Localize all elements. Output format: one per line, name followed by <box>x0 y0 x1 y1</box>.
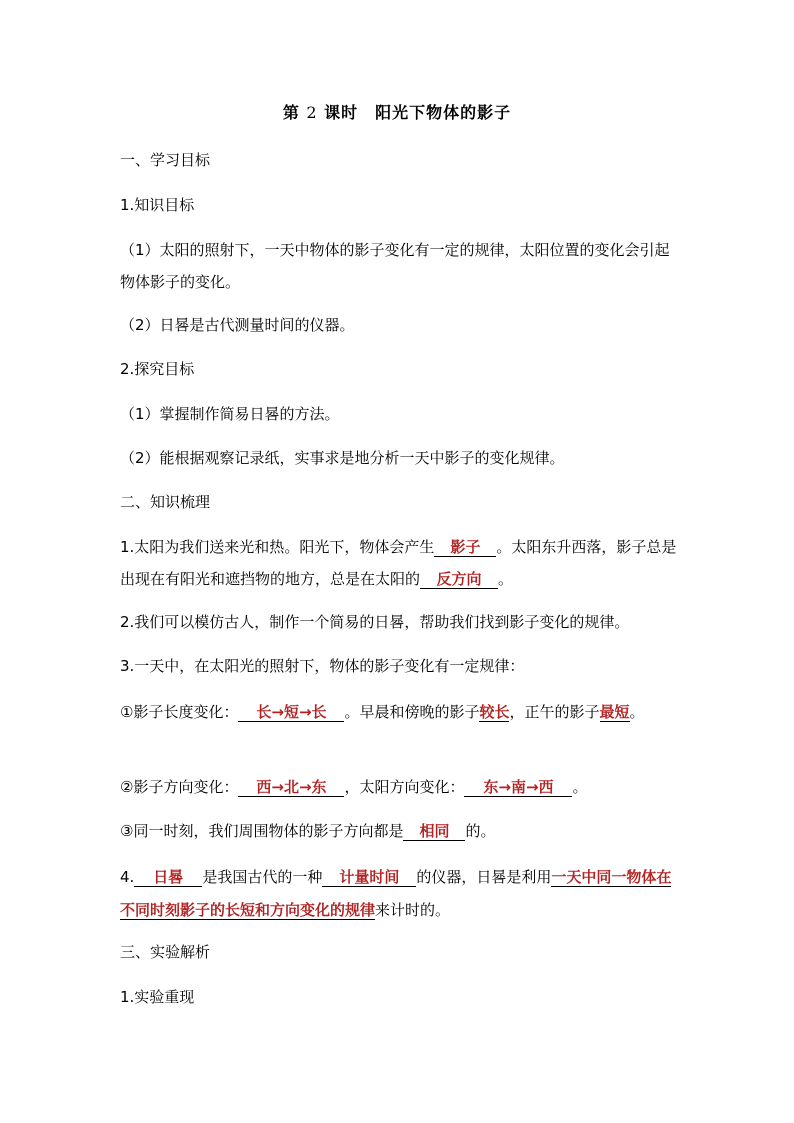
k4-answer-2: 计量时间 <box>322 868 416 887</box>
inquiry-goal-1: （1）掌握制作简易日晷的方法。 <box>120 405 340 423</box>
k3a-answer-3: 最短 <box>599 703 630 721</box>
subsection-inquiry-goals: 2.探究目标 <box>120 360 195 378</box>
knowledge-item-3b <box>120 771 680 804</box>
knowledge-goal-2: （2）日晷是古代测量时间的仪器。 <box>120 316 355 334</box>
lesson-title <box>0 100 794 123</box>
k4-number: 4. <box>120 868 135 886</box>
knowledge-item-2: 2.我们可以模仿古人，制作一个简易的日晷，帮助我们找到影子变化的规律。 <box>120 613 630 631</box>
subsection-experiment-reproduction: 1.实验重现 <box>120 988 195 1006</box>
k4-answer-1: 日晷 <box>134 868 202 887</box>
k3c-answer-1: 相同 <box>403 822 465 841</box>
section-heading-3: 三、实验解析 <box>120 943 211 961</box>
title-number: 2 <box>306 103 318 122</box>
k3b-text-3: 。 <box>572 778 588 796</box>
inquiry-goal-2: （2）能根据观察记录纸，实事求是地分析一天中影子的变化规律。 <box>120 449 565 467</box>
section-heading-1: 一、学习目标 <box>120 151 211 169</box>
k1-text-3: 。 <box>498 570 514 588</box>
k3a-answer-1: 长→短→长 <box>238 703 344 722</box>
title-text: 课时 阳光下物体的影子 <box>324 103 512 122</box>
subsection-knowledge-goals: 1.知识目标 <box>120 196 195 214</box>
section-heading-2: 二、知识梳理 <box>120 493 211 511</box>
k3a-text-3: ，正午的影子 <box>509 703 600 721</box>
k1-answer-1: 影子 <box>434 538 496 557</box>
k4-answer-3: 一天中同一物体在不同时刻影子的长短和方向变化的规律 <box>120 868 672 919</box>
k1-answer-2: 反方向 <box>420 570 498 589</box>
k3c-text-2: 的。 <box>465 822 496 840</box>
knowledge-item-3: 3.一天中，在太阳光的照射下，物体的影子变化有一定规律： <box>120 657 525 675</box>
k3b-answer-2: 东→南→西 <box>464 778 572 797</box>
knowledge-item-3a <box>120 696 680 729</box>
k3b-text-2: ，太阳方向变化： <box>344 778 465 796</box>
knowledge-goal-1: （1）太阳的照射下，一天中物体的影子变化有一定的规律，太阳位置的变化会引起物体影子的变化。 <box>120 241 670 291</box>
k3a-text-4: 。 <box>629 703 645 721</box>
k3a-text-2: 。早晨和傍晚的影子 <box>344 703 480 721</box>
title-prefix: 第 <box>282 103 300 122</box>
k3b-text-1: ②影子方向变化： <box>120 778 239 796</box>
k3a-text-1: ①影子长度变化： <box>120 703 239 721</box>
k4-text-2: 的仪器，日晷是利用 <box>416 868 552 886</box>
k1-text-2: 。太阳东升西落，影子总是出现在有阳光和遮挡物的地方，总是在太阳的 <box>120 538 677 588</box>
k4-text-1: 是我国古代的一种 <box>202 868 323 886</box>
k3b-answer-1: 西→北→东 <box>238 778 344 797</box>
k3c-text-1: ③同一时刻，我们周围物体的影子方向都是 <box>120 822 404 840</box>
k3a-answer-2: 较长 <box>479 703 510 721</box>
knowledge-item-4 <box>120 861 680 927</box>
k4-text-3: 来计时的。 <box>375 901 451 919</box>
knowledge-item-1 <box>120 531 680 595</box>
k1-text-1: 1.太阳为我们送来光和热。阳光下，物体会产生 <box>120 538 435 556</box>
knowledge-item-3c <box>120 815 680 848</box>
